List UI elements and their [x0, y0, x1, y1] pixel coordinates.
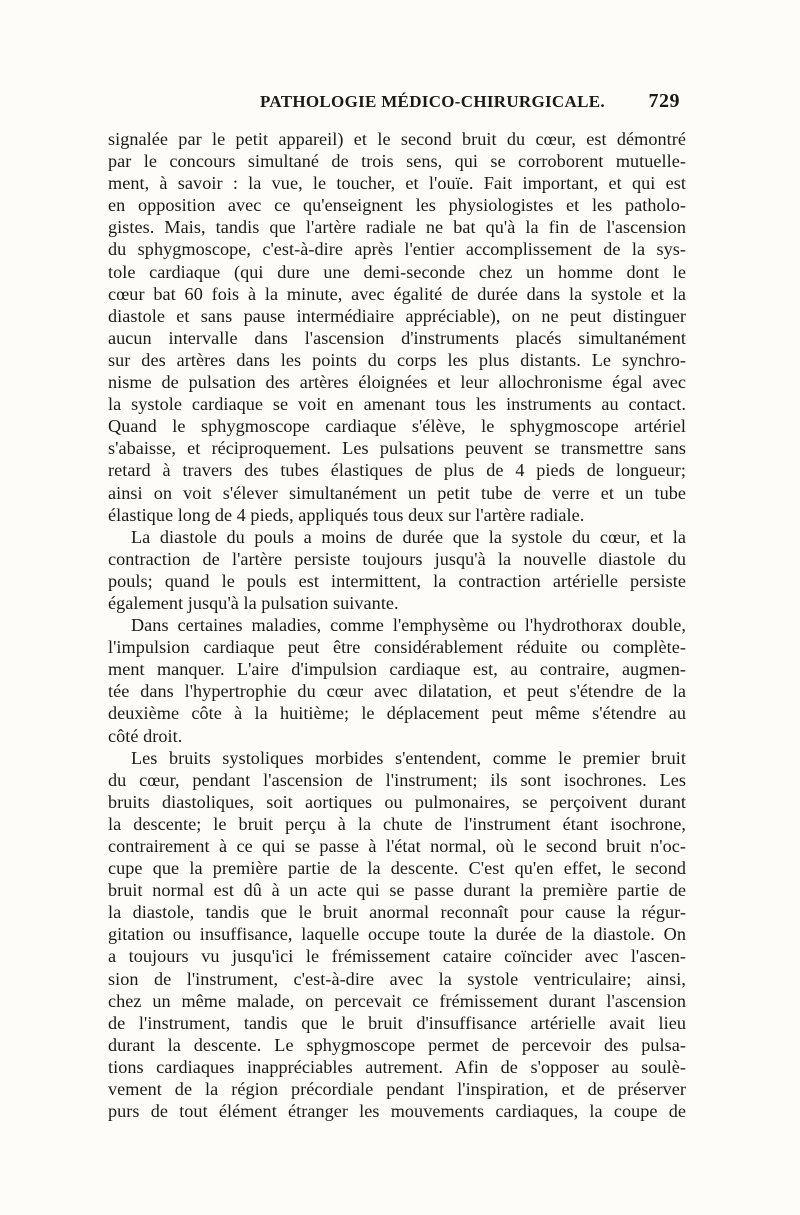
- text-line: chez un même malade, on percevait ce frémissement durant l'ascension: [108, 990, 686, 1011]
- text-line: deuxième côte à la huitième; le déplacement peut même s'étendre au: [108, 703, 686, 724]
- text-line: par le concours simultané de trois sens, qui se corroborent mutuelle-: [108, 151, 686, 172]
- text-line: retard à travers des tubes élastiques de plus de 4 pieds de longueur;: [108, 460, 686, 481]
- paragraph-end-line: côté droit.: [108, 725, 183, 746]
- text-line: nisme de pulsation des artères éloignées et leur allochronisme égal avec: [108, 372, 686, 393]
- text-line: de l'instrument, tandis que le bruit d'insuffisance artérielle avait lieu: [108, 1012, 686, 1033]
- paragraph-end-line: également jusqu'à la pulsation suivante.: [108, 592, 399, 613]
- text-line: en opposition avec ce qu'enseignent les physiologistes et les patholo-: [108, 195, 686, 216]
- text-line: tions cardiaques inappréciables autrement. Afin de s'opposer au soulè-: [108, 1056, 686, 1077]
- text-line: pouls; quand le pouls est intermittent, la contraction artérielle persiste: [108, 570, 686, 591]
- text-line: bruit normal est dû à un acte qui se passe durant la première partie de: [108, 880, 686, 901]
- text-line: durant la descente. Le sphygmoscope permet de percevoir des pulsa-: [108, 1034, 686, 1055]
- text-line: cœur bat 60 fois à la minute, avec égalité de durée dans la systole et la: [108, 283, 686, 304]
- text-line: du cœur, pendant l'ascension de l'instrument; ils sont isochrones. Les: [108, 769, 686, 790]
- text-line: ainsi on voit s'élever simultanément un petit tube de verre et un tube: [108, 482, 686, 503]
- text-line: sion de l'instrument, c'est-à-dire avec la systole ventriculaire; ainsi,: [108, 968, 686, 989]
- text-line: gitation ou insuffisance, laquelle occupe toute la durée de la diastole. On: [108, 924, 686, 945]
- text-line: la descente; le bruit perçu à la chute de l'instrument étant isochrone,: [108, 813, 686, 834]
- text-line: sur des artères dans les points du corps les plus distants. Le synchro-: [108, 349, 686, 370]
- paragraph-start-line: Les bruits systoliques morbides s'entendent, comme le premier bruit: [131, 747, 686, 768]
- text-line: contrairement à ce qui se passe à l'état normal, où le second bruit n'oc-: [108, 836, 686, 856]
- text-line: gistes. Mais, tandis que l'artère radiale ne bat qu'à la fin de l'ascension: [108, 217, 686, 238]
- text-line: s'abaisse, et réciproquement. Les pulsations peuvent se transmettre sans: [108, 438, 686, 459]
- text-line: du sphygmoscope, c'est-à-dire après l'entier accomplissement de la sys-: [108, 239, 686, 260]
- running-head: [108, 86, 680, 116]
- text-line: Quand le sphygmoscope cardiaque s'élève, le sphygmoscope artériel: [108, 416, 686, 437]
- text-line: ment, à savoir : la vue, le toucher, et l'ouïe. Fait important, et qui est: [108, 173, 686, 194]
- paragraph-start-line: Dans certaines maladies, comme l'emphysème ou l'hydrothorax double,: [131, 615, 686, 636]
- text-line: cupe que la première partie de la descente. C'est qu'en effet, le second: [108, 858, 686, 879]
- paragraph-end-line: élastique long de 4 pieds, appliqués tous deux sur l'artère radiale.: [108, 504, 585, 525]
- text-line: contraction de l'artère persiste toujours jusqu'à la nouvelle diastole du: [108, 548, 686, 569]
- text-line: ment manquer. L'aire d'impulsion cardiaque est, au contraire, augmen-: [108, 659, 686, 680]
- text-line: bruits diastoliques, soit aortiques ou pulmonaires, se perçoivent durant: [108, 791, 686, 812]
- text-line: tée dans l'hypertrophie du cœur avec dilatation, et peut s'étendre de la: [108, 681, 686, 702]
- text-line: signalée par le petit appareil) et le second bruit du cœur, est démontré: [108, 129, 686, 149]
- page-number: 729: [648, 90, 680, 112]
- text-line: purs de tout élément étranger les mouvements cardiaques, la coupe de: [108, 1101, 686, 1122]
- body-text: [108, 128, 686, 1122]
- running-title: PATHOLOGIE MÉDICO-CHIRURGICALE.: [260, 92, 605, 111]
- paragraph-start-line: La diastole du pouls a moins de durée que la systole du cœur, et la: [131, 526, 686, 547]
- text-line: vement de la région précordiale pendant l'inspiration, et de préserver: [108, 1079, 686, 1100]
- text-line: la diastole, tandis que le bruit anormal reconnaît pour cause la régur-: [108, 902, 686, 923]
- text-line: la systole cardiaque se voit en amenant tous les instruments au contact.: [108, 394, 686, 415]
- text-line: a toujours vu jusqu'ici le frémissement cataire coïncider avec l'ascen-: [108, 946, 686, 967]
- text-line: l'impulsion cardiaque peut être considérablement réduite ou complète-: [108, 637, 686, 658]
- text-line: aucun intervalle dans l'ascension d'instruments placés simultanément: [108, 327, 686, 348]
- text-line: diastole et sans pause intermédiaire appréciable), on ne peut distinguer: [108, 305, 686, 326]
- text-line: tole cardiaque (qui dure une demi-seconde chez un homme dont le: [108, 261, 686, 282]
